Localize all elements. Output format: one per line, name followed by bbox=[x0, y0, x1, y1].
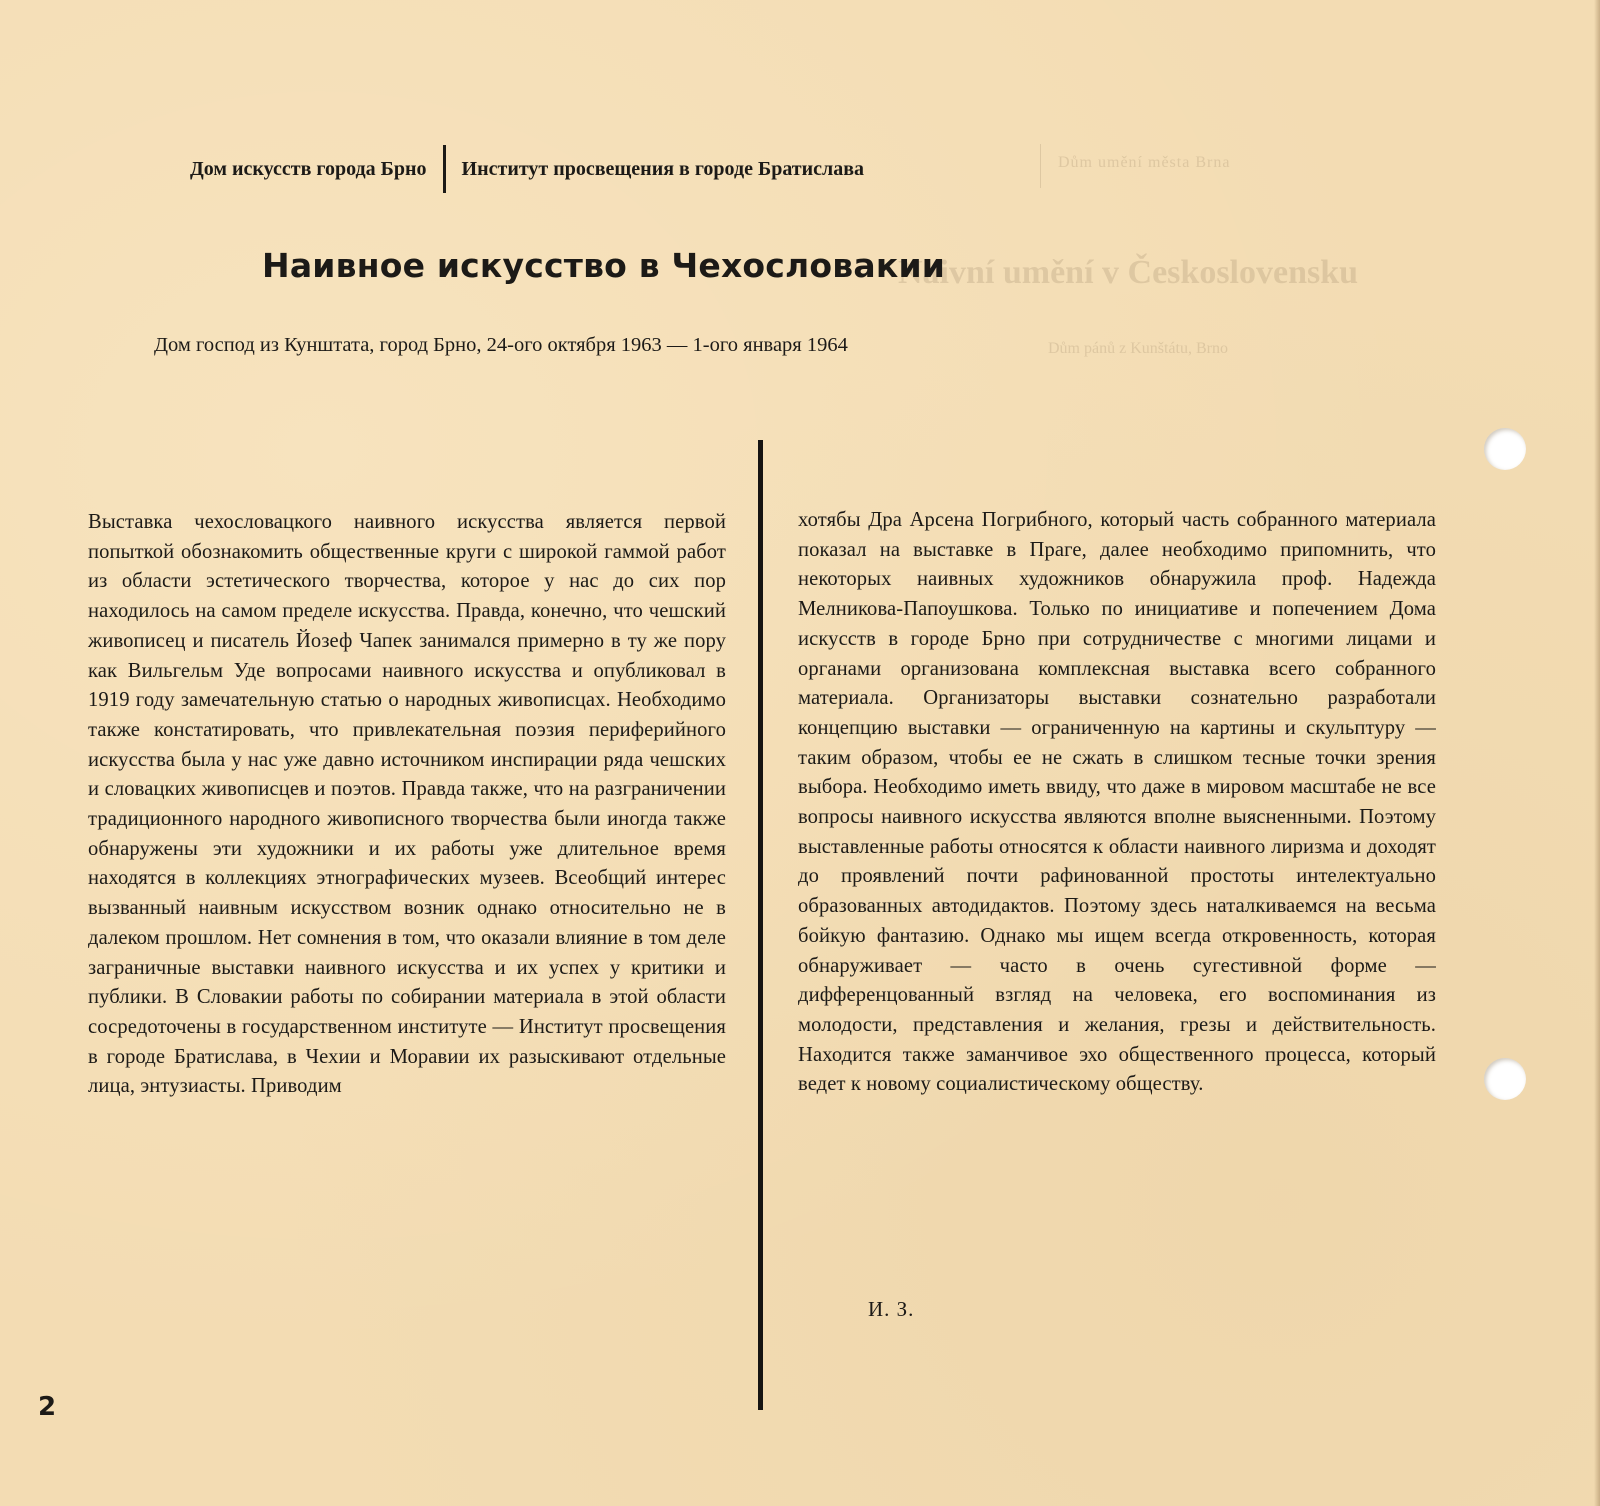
institution-divider bbox=[443, 145, 446, 193]
punch-hole-bottom bbox=[1484, 1058, 1526, 1100]
ghost-title: Naivní umění v Československu bbox=[898, 254, 1359, 291]
institution-right: Институт просвещения в городе Братислава bbox=[461, 157, 865, 180]
ghost-divider bbox=[1040, 144, 1041, 188]
left-column-text: Выставка чехословацкого наивного искусства является первой попыткой обознакомить общественные круги с широкой гаммой работ из области эстетического творчества, которое у нас до сих пор находилось на самом пределе искусства. Правда, конечно, что чешский живописец и писатель Йозеф Чапек занимался примерно в ту же пору как Вильгельм Уде вопросами наивного искусства и опубликовал в 1919 году замечательную статью о народных живописцах. Необходимо также констатировать, что привлекательная поэзия периферийного искусства была у нас уже давно источником инспирации ряда чешских и словацких живописцев и поэтов. Правда также, что на разграничении традиционного народного живописного творчества были иногда также обнаружены эти художники и их работы уже длительное время находятся в коллекциях этнографических музеев. Всеобщий интерес вызванный наивным искусством возник однако относительно не в далеком прошлом. Нет сомнения в том, что оказали влияние в том деле заграничные выставки наивного искусства и их успех у критики и публики. В Словакии работы по собирании материала в этой области сосредоточены в государственном институте — Институт просвещения в городе Братислава, в Чехии и Моравии их разыскивают отдельные лица, энтузиасты. Приводим bbox=[88, 511, 726, 1098]
author-signature: И. З. bbox=[868, 1297, 915, 1321]
page-title: Наивное искусство в Чехословакии bbox=[262, 246, 946, 285]
institutions-header bbox=[190, 148, 864, 190]
ghost-subtitle: Dům pánů z Kunštátu, Brno bbox=[1048, 340, 1228, 357]
exhibition-subtitle: Дом господ из Кунштата, город Брно, 24-ого октября 1963 — 1-ого января 1964 bbox=[154, 334, 848, 356]
institution-left: Дом искусств города Брно bbox=[190, 157, 427, 180]
page-edge-shadow bbox=[1594, 0, 1600, 1506]
column-divider bbox=[758, 440, 763, 1410]
right-column-text: хотябы Дра Арсена Погрибного, который часть собранного материала показал на выставке в Праге, далее необходимо припомнить, что некоторых наивных художников обнаружила проф. Надежда Мелникова-Папоушкова. Только по инициативе и попечением Дома искусств в городе Брно при сотрудничестве с многими лицами и органами организована комплексная выставка всего собранного материала. Организаторы выставки сознательно разработали концепцию выставки — ограниченную на картины и скульптуру — таким образом, чтобы ее не сжать в слишком тесные точки зрения выбора. Необходимо иметь ввиду, что даже в мировом масштабе не все вопросы наивного искусства являются вполне выясненными. Поэтому выставленные работы относятся к области наивного лиризма и доходят до проявлений почти рафинованной простоты интелектуально образованных автодидактов. Поэтому здесь наталкиваемся на весьма бойкую фантазию. Однако мы ищем всегда откровенность, которая обнаруживает — часто в очень сугестивной форме — дифференцованный взгляд на человека, его воспоминания из молодости, представления и желания, грезы и действительность. Находится также заманчивое эхо общественного процесса, который ведет к новому социалистическому обществу. bbox=[798, 509, 1436, 1096]
punch-hole-top bbox=[1484, 428, 1526, 470]
ghost-institutions: Dům umění města Brna bbox=[1058, 154, 1231, 171]
page-number: 2 bbox=[38, 1392, 57, 1422]
